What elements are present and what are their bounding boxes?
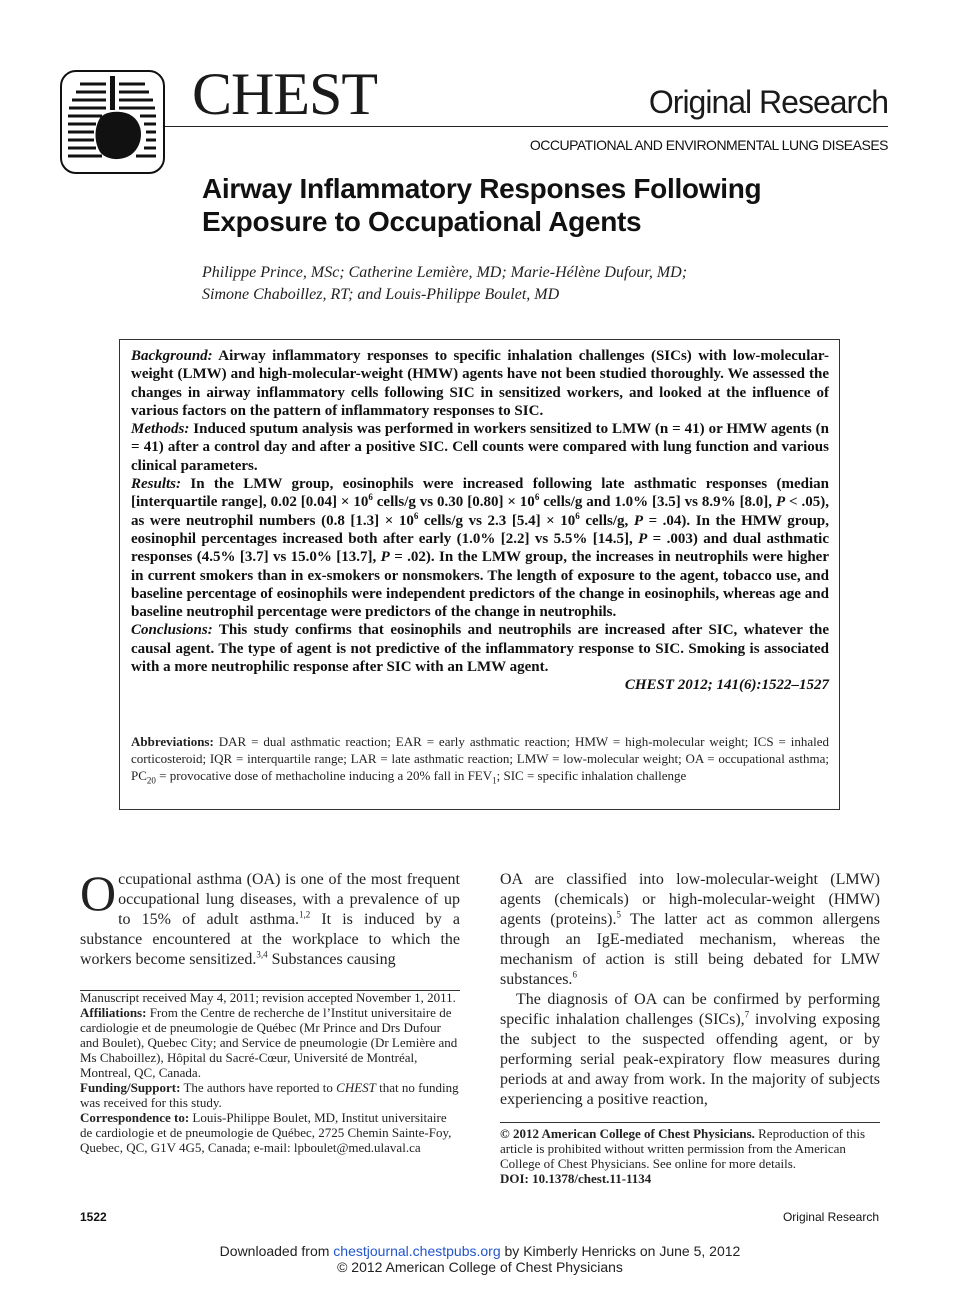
affiliations: Affiliations: From the Centre de recherche de l’Institut universitaire de cardiologie et de pneumologie de Québec (Mr Prince and Drs Dufour and Boulet), Quebec City; and Service de pneumologie (Dr Lemière and Ms Chaboillez), Hôpital du Sacré-Cœur, Université de Montréal, Montreal, QC, Canada. [80, 1005, 458, 1080]
citation-ref[interactable]: 1,2 [298, 909, 311, 920]
abstract-results: Results: In the LMW group, eosinophils were increased following late asthmatic responses (median [interquartile range], 0.02 $[0.04] \times 10^6$ cells/g vs 0.30 $[0.80] \times 10^6$ cells/g and 1.0% [3.5] vs 8.9% [8.0], P < .05), as were neutrophil numbers (0.8 $[1.3] \times 10^6$ cells/g vs 2.3 $[5.4] \times 10^6$ cells/g, P = .04). In the HMW group, eosinophil percentages increased both after early (1.0% [2.2] vs 5.5% [14.5], P = .003) and dual asthmatic responses (4.5% [3.7] vs 15.0% [13.7], P = .02). In the LMW group, the increases in neutrophils were higher in current smokers than in ex-smokers or nonsmokers. The length of exposure to the agent, tobacco use, and baseline percentage of eosinophils were independent predictors of the change in eosinophils, whereas age and baseline neutrophil percentage were predictors of the change in neutrophils. [131, 476, 830, 621]
lungs-logo-icon [62, 72, 163, 172]
journal-logo [60, 70, 165, 174]
doi-value[interactable]: 10.1378/chest.11-1134 [532, 1171, 652, 1186]
manuscript-dates: Manuscript received May 4, 2011; revision accepted November 1, 2011. [80, 990, 456, 1005]
citation-ref[interactable]: 7 [744, 1009, 750, 1020]
abstract [131, 347, 829, 695]
authors-line-2: Simone Chaboillez, RT; and Louis-Philippe Boulet, MD [202, 286, 560, 303]
abstract-background: Background: Airway inflammatory responses to specific inhalation challenges (SICs) with low-molecular-weight (LMW) and high-molecular-weight (HMW) agents have not been studied thoroughly. We assessed the changes in airway inflammatory cells following SIC in sensitized workers, and looked at the influence of various factors on the pattern of inflammatory responses to SIC. [131, 348, 829, 419]
journal-brand: CHEST [192, 61, 378, 127]
copyright-rule [500, 1122, 880, 1123]
drop-cap: O [80, 865, 117, 921]
citation-ref[interactable]: 6 [572, 969, 577, 980]
body-paragraph: OA are classified into low-molecular-weight (LMW) agents (chemicals) or high-molecular-weight (HMW) agents (proteins).$^5$ The latter act as common allergens through an IgE-mediated mechanism, whereas the mechanism of action is still being debated for LMW substances.$^6$ [500, 871, 881, 988]
footnotes [80, 990, 460, 1155]
page-number: 1522 [80, 1210, 107, 1224]
citation-ref[interactable]: 3,4 [256, 949, 268, 960]
abstract-methods: Methods: Induced sputum analysis was performed in workers sensitized to LMW (n = 41) or HMW agents (n = 41) after a control day and after a positive SIC. Cell counts were compared with lung function and various clinical parameters. [131, 421, 829, 474]
author-list [202, 262, 802, 306]
section-type: Original Research [648, 84, 888, 120]
abstract-conclusions: Conclusions: This study confirms that eosinophils and neutrophils are increased after SIC, whatever the causal agent. The type of agent is not predictive of the inflammatory response to SIC. Smoking is associated with a more neutrophilic response after SIC with an LMW agent. [131, 622, 829, 676]
header-rule [165, 126, 888, 127]
article-title: Airway Inflammatory Responses Following Exposure to Occupational Agents [202, 173, 762, 237]
doi: DOI: 10.1378/chest.11-1134 [500, 1171, 652, 1186]
abbreviations: Abbreviations: DAR = dual asthmatic reaction; EAR = early asthmatic reaction; HMW = high-molecular weight; ICS = inhaled corticosteroid; IQR = interquartile range; LAR = late asthmatic reaction; LMW = low-molecular weight; OA = occupational asthma; $PC_{20}$ = provocative dose of methacholine inducing a 20% fall in $FEV_1$; SIC = specific inhalation challenge [131, 734, 829, 786]
running-head: Original Research [782, 1210, 879, 1224]
correspondence: Correspondence to: Louis-Philippe Boulet, MD, Institut universitaire de cardiologie et de pneumologie de Québec, 2725 Chemin Sainte-Foy, Quebec, QC, G1V 4G5, Canada; e-mail: lpboulet@med.ulaval.ca [80, 1110, 452, 1155]
abstract-citation: CHEST 2012; 141(6):1522–1527 [624, 677, 829, 694]
download-link[interactable]: chestjournal.chestpubs.org [333, 1243, 501, 1259]
funding-support: Funding/Support: The authors have reported to CHEST that no funding was received for this study. [80, 1080, 459, 1110]
body-column-1: Occupational asthma (OA) is one of the most frequent occupational lung diseases, with a prevalence of up to 15% of adult asthma.$^{1,2}$ It is induced by a substance encountered at the workplace to which the workers become sensitized.$^{3,4}$ Substances causing [80, 865, 460, 968]
body-paragraph: The diagnosis of OA can be confirmed by performing specific inhalation challenges (SICs),$^7$ involving exposing the subject to the suspected offending agent, or by performing serial peak-expiratory flow measures during periods at and away from work. In the majority of subjects experiencing a positive reaction, [500, 991, 881, 1108]
citation-ref[interactable]: 5 [616, 909, 621, 920]
copyright-notice: © 2012 American College of Chest Physicians. Reproduction of this article is prohibited without written permission from the American College of Chest Physicians. See online for more details. DOI: 10.1378/chest.11-1134 [500, 1126, 880, 1186]
download-notice: Downloaded from chestjournal.chestpubs.org by Kimberly Henricks on June 5, 2012 © 2012 American College of Chest Physicians [219, 1243, 741, 1275]
footer-copyright: © 2012 American College of Chest Physicians [337, 1259, 623, 1275]
authors-line-1: Philippe Prince, MSc; Catherine Lemière, MD; Marie-Hélène Dufour, MD; [202, 264, 688, 281]
body-column-2 [500, 870, 880, 1110]
section-subtitle: OCCUPATIONAL AND ENVIRONMENTAL LUNG DISEASES [529, 137, 888, 153]
